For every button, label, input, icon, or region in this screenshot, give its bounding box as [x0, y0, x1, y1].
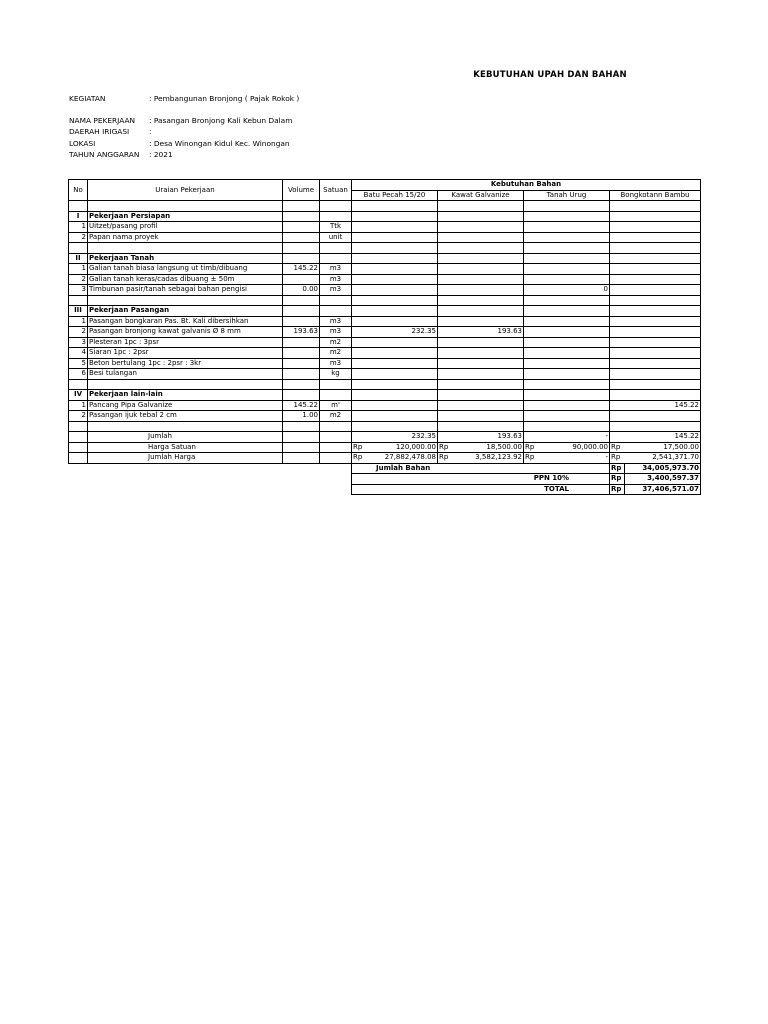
empty-cell: [610, 295, 701, 306]
empty-cell: [352, 421, 438, 432]
totals-value: 37,406,571.07: [625, 484, 701, 495]
material-bambu-cell: [610, 316, 701, 327]
material-batu-cell: [352, 369, 438, 380]
material-tanah-cell: [524, 400, 610, 411]
section-title: Pekerjaan lain-lain: [88, 390, 283, 401]
table-row: [69, 327, 701, 338]
material-bambu-cell: [610, 411, 701, 422]
empty-cell: [320, 295, 352, 306]
empty-cell: [320, 201, 352, 212]
totals-label: TOTAL: [352, 484, 610, 495]
empty-cell: [352, 201, 438, 212]
summary-harga-satuan-row: [69, 442, 701, 453]
table-row: [69, 232, 701, 243]
section-number: III: [69, 306, 88, 317]
spacer-row: [69, 379, 701, 390]
section-header-row: [69, 211, 701, 222]
currency-label: Rp: [524, 442, 539, 453]
header-satuan: Satuan: [320, 180, 352, 201]
empty-cell: [69, 421, 88, 432]
material-bambu-cell: [610, 358, 701, 369]
empty-cell: [320, 432, 352, 443]
empty-cell: [524, 379, 610, 390]
table-row: [69, 358, 701, 369]
item-unit: m': [320, 400, 352, 411]
item-unit: m3: [320, 316, 352, 327]
empty-cell: [320, 484, 352, 495]
material-batu-cell: [352, 337, 438, 348]
empty-cell: [438, 201, 524, 212]
item-volume: [283, 358, 320, 369]
summary-jumlah-tanah: -: [524, 432, 610, 443]
summary-label: Jumlah Harga: [88, 453, 283, 464]
item-description: Pasangan bronjong kawat galvanis Ø 8 mm: [88, 327, 283, 338]
summary-label: Jumlah: [88, 432, 283, 443]
summary-harga-satuan-bambu: 17,500.00: [625, 442, 701, 453]
item-description: Besi tulangan: [88, 369, 283, 380]
item-number: 3: [69, 337, 88, 348]
empty-cell: [320, 211, 352, 222]
material-batu-cell: [352, 316, 438, 327]
currency-label: Rp: [610, 463, 625, 474]
material-batu-cell: [352, 222, 438, 233]
empty-cell: [524, 421, 610, 432]
empty-cell: [283, 432, 320, 443]
empty-cell: [524, 201, 610, 212]
material-kawat-cell: [438, 400, 524, 411]
currency-label: Rp: [352, 442, 367, 453]
section-number: II: [69, 253, 88, 264]
material-kawat-cell: [438, 316, 524, 327]
empty-cell: [69, 201, 88, 212]
info-label: KEGIATAN: [69, 94, 106, 103]
material-batu-cell: [352, 411, 438, 422]
info-value: :: [149, 127, 152, 137]
item-unit: m2: [320, 337, 352, 348]
totals-total-row: [69, 484, 701, 495]
empty-cell: [320, 421, 352, 432]
info-value: : Desa Winongan Kidul Kec. Winongan: [149, 138, 290, 148]
summary-harga-satuan-tanah: 90,000.00: [539, 442, 610, 453]
item-number: 1: [69, 264, 88, 275]
table-header-row: [69, 180, 701, 191]
empty-cell: [320, 253, 352, 264]
material-kawat-cell: [438, 274, 524, 285]
item-number: 2: [69, 411, 88, 422]
empty-cell: [352, 390, 438, 401]
item-unit: unit: [320, 232, 352, 243]
summary-harga-satuan-batu: 120,000.00: [367, 442, 438, 453]
info-value: : Pembangunan Bronjong ( Pajak Rokok ): [149, 94, 300, 103]
empty-cell: [610, 390, 701, 401]
empty-cell: [283, 484, 320, 495]
header-kebutuhan-bahan: Kebutuhan Bahan: [352, 180, 701, 191]
header-batu-pecah: Batu Pecah 15/20: [352, 190, 438, 201]
material-kawat-cell: [438, 369, 524, 380]
empty-cell: [320, 379, 352, 390]
material-bambu-cell: [610, 274, 701, 285]
empty-cell: [88, 474, 283, 485]
empty-cell: [69, 474, 88, 485]
empty-cell: [610, 211, 701, 222]
item-volume: [283, 337, 320, 348]
empty-cell: [69, 453, 88, 464]
currency-label: Rp: [610, 442, 625, 453]
material-bambu-cell: 145.22: [610, 400, 701, 411]
empty-cell: [352, 243, 438, 254]
material-tanah-cell: [524, 411, 610, 422]
material-tanah-cell: [524, 232, 610, 243]
item-unit: kg: [320, 369, 352, 380]
item-number: 2: [69, 232, 88, 243]
material-tanah-cell: [524, 358, 610, 369]
empty-cell: [88, 421, 283, 432]
materials-table: [68, 179, 701, 495]
material-bambu-cell: [610, 348, 701, 359]
empty-cell: [610, 243, 701, 254]
section-number: IV: [69, 390, 88, 401]
header-kawat-galvanize: Kawat Galvanize: [438, 190, 524, 201]
item-number: 4: [69, 348, 88, 359]
item-volume: 145.22: [283, 400, 320, 411]
summary-jumlah-harga-batu: 27,882,478.08: [367, 453, 438, 464]
empty-cell: [352, 211, 438, 222]
summary-jumlah-row: [69, 432, 701, 443]
material-kawat-cell: [438, 337, 524, 348]
empty-cell: [283, 253, 320, 264]
empty-cell: [524, 253, 610, 264]
empty-cell: [69, 484, 88, 495]
empty-cell: [69, 379, 88, 390]
item-number: 1: [69, 222, 88, 233]
item-number: 2: [69, 327, 88, 338]
totals-value: 34,005,973.70: [625, 463, 701, 474]
empty-cell: [352, 306, 438, 317]
info-label: LOKASI: [69, 138, 96, 148]
table-row: [69, 369, 701, 380]
item-description: Papan nama proyek: [88, 232, 283, 243]
item-unit: m3: [320, 264, 352, 275]
empty-cell: [524, 306, 610, 317]
spacer-row: [69, 201, 701, 212]
summary-jumlah-harga-bambu: 2,541,371.70: [625, 453, 701, 464]
item-description: Galian tanah biasa langsung ut timb/dibuang: [88, 264, 283, 275]
item-volume: [283, 348, 320, 359]
empty-cell: [438, 306, 524, 317]
header-bongkotan-bambu: Bongkotann Bambu: [610, 190, 701, 201]
section-title: Pekerjaan Persiapan: [88, 211, 283, 222]
section-header-row: [69, 306, 701, 317]
empty-cell: [610, 379, 701, 390]
item-number: 3: [69, 285, 88, 296]
empty-cell: [438, 243, 524, 254]
item-description: Pasangan ijuk tebal 2 cm: [88, 411, 283, 422]
item-number: 1: [69, 400, 88, 411]
empty-cell: [438, 211, 524, 222]
item-description: Timbunan pasir/tanah sebagai bahan pengisi: [88, 285, 283, 296]
empty-cell: [283, 295, 320, 306]
empty-cell: [283, 201, 320, 212]
section-header-row: [69, 390, 701, 401]
summary-harga-satuan-kawat: 18,500.00: [453, 442, 524, 453]
info-value: : 2021: [149, 149, 173, 159]
item-volume: [283, 316, 320, 327]
empty-cell: [283, 421, 320, 432]
table-row: [69, 222, 701, 233]
empty-cell: [69, 295, 88, 306]
empty-cell: [438, 295, 524, 306]
empty-cell: [524, 295, 610, 306]
material-kawat-cell: [438, 348, 524, 359]
empty-cell: [283, 211, 320, 222]
empty-cell: [283, 463, 320, 474]
empty-cell: [88, 295, 283, 306]
item-volume: 145.22: [283, 264, 320, 275]
empty-cell: [524, 243, 610, 254]
material-tanah-cell: [524, 327, 610, 338]
summary-jumlah-kawat: 193.63: [438, 432, 524, 443]
material-batu-cell: [352, 400, 438, 411]
empty-cell: [352, 379, 438, 390]
empty-cell: [283, 442, 320, 453]
empty-cell: [283, 453, 320, 464]
table-row: [69, 274, 701, 285]
material-batu-cell: [352, 274, 438, 285]
empty-cell: [320, 474, 352, 485]
item-number: 2: [69, 274, 88, 285]
material-batu-cell: [352, 358, 438, 369]
item-number: 5: [69, 358, 88, 369]
currency-label: Rp: [352, 453, 367, 464]
material-bambu-cell: [610, 222, 701, 233]
document-title: KEBUTUHAN UPAH DAN BAHAN: [473, 70, 627, 80]
table-row: [69, 264, 701, 275]
material-tanah-cell: [524, 348, 610, 359]
empty-cell: [69, 243, 88, 254]
section-header-row: [69, 253, 701, 264]
info-value: : Pasangan Bronjong Kali Kebun Dalam: [149, 116, 293, 126]
material-batu-cell: [352, 285, 438, 296]
empty-cell: [283, 379, 320, 390]
table-row: [69, 348, 701, 359]
spacer-row: [69, 421, 701, 432]
spacer-row: [69, 243, 701, 254]
table-row: [69, 400, 701, 411]
item-volume: [283, 369, 320, 380]
totals-label: PPN 10%: [352, 474, 610, 485]
section-title: Pekerjaan Pasangan: [88, 306, 283, 317]
empty-cell: [610, 306, 701, 317]
item-volume: 1.00: [283, 411, 320, 422]
material-bambu-cell: [610, 369, 701, 380]
empty-cell: [610, 421, 701, 432]
summary-jumlah-harga-row: [69, 453, 701, 464]
item-description: Pasangan bongkaran Pas. Bt. Kali dibersihkan: [88, 316, 283, 327]
item-number: 6: [69, 369, 88, 380]
empty-cell: [352, 253, 438, 264]
material-kawat-cell: [438, 232, 524, 243]
empty-cell: [69, 442, 88, 453]
material-tanah-cell: [524, 222, 610, 233]
material-kawat-cell: [438, 285, 524, 296]
summary-jumlah-harga-tanah: -: [539, 453, 610, 464]
material-batu-cell: [352, 264, 438, 275]
totals-label: Jumlah Bahan: [352, 463, 610, 474]
material-batu-cell: 232.35: [352, 327, 438, 338]
material-bambu-cell: [610, 285, 701, 296]
material-tanah-cell: [524, 274, 610, 285]
empty-cell: [320, 243, 352, 254]
info-label: NAMA PEKERJAAN: [69, 116, 136, 126]
empty-cell: [438, 421, 524, 432]
item-unit: m3: [320, 274, 352, 285]
item-unit: m2: [320, 411, 352, 422]
empty-cell: [69, 432, 88, 443]
material-tanah-cell: [524, 264, 610, 275]
empty-cell: [283, 306, 320, 317]
currency-label: Rp: [438, 442, 453, 453]
empty-cell: [88, 463, 283, 474]
summary-jumlah-batu: 232.35: [352, 432, 438, 443]
empty-cell: [88, 201, 283, 212]
empty-cell: [283, 474, 320, 485]
empty-cell: [88, 379, 283, 390]
empty-cell: [88, 243, 283, 254]
material-tanah-cell: [524, 369, 610, 380]
empty-cell: [283, 243, 320, 254]
item-description: Siaran 1pc : 2psr: [88, 348, 283, 359]
material-kawat-cell: [438, 411, 524, 422]
material-kawat-cell: [438, 264, 524, 275]
section-number: I: [69, 211, 88, 222]
empty-cell: [524, 211, 610, 222]
totals-value: 3,400,597.37: [625, 474, 701, 485]
table-row: [69, 316, 701, 327]
empty-cell: [320, 306, 352, 317]
item-volume: 0.00: [283, 285, 320, 296]
material-tanah-cell: [524, 337, 610, 348]
material-batu-cell: [352, 348, 438, 359]
material-kawat-cell: [438, 358, 524, 369]
summary-jumlah-bambu: 145.22: [610, 432, 701, 443]
item-volume: [283, 232, 320, 243]
empty-cell: [320, 463, 352, 474]
summary-jumlah-harga-kawat: 3,582,123.92: [453, 453, 524, 464]
item-volume: [283, 274, 320, 285]
empty-cell: [438, 379, 524, 390]
empty-cell: [283, 390, 320, 401]
item-description: Beton bertulang 1pc : 2psr : 3kr: [88, 358, 283, 369]
material-tanah-cell: [524, 316, 610, 327]
item-volume: 193.63: [283, 327, 320, 338]
table-row: [69, 411, 701, 422]
currency-label: Rp: [610, 453, 625, 464]
totals-jumlah-bahan-row: [69, 463, 701, 474]
item-unit: m2: [320, 348, 352, 359]
empty-cell: [320, 442, 352, 453]
totals-ppn-row: [69, 474, 701, 485]
info-label: TAHUN ANGGARAN: [69, 149, 140, 159]
item-volume: [283, 222, 320, 233]
empty-cell: [320, 390, 352, 401]
empty-cell: [610, 201, 701, 212]
item-number: 1: [69, 316, 88, 327]
material-bambu-cell: [610, 327, 701, 338]
material-bambu-cell: [610, 337, 701, 348]
empty-cell: [88, 484, 283, 495]
item-description: Pancang Pipa Galvanize: [88, 400, 283, 411]
material-kawat-cell: 193.63: [438, 327, 524, 338]
header-volume: Volume: [283, 180, 320, 201]
empty-cell: [524, 390, 610, 401]
spacer-row: [69, 295, 701, 306]
info-label: DAERAH IRIGASI: [69, 127, 130, 137]
material-bambu-cell: [610, 264, 701, 275]
empty-cell: [438, 390, 524, 401]
material-batu-cell: [352, 232, 438, 243]
material-kawat-cell: [438, 222, 524, 233]
empty-cell: [69, 463, 88, 474]
item-unit: m3: [320, 327, 352, 338]
empty-cell: [320, 453, 352, 464]
material-bambu-cell: [610, 232, 701, 243]
currency-label: Rp: [610, 484, 625, 495]
header-tanah-urug: Tanah Urug: [524, 190, 610, 201]
item-unit: m3: [320, 358, 352, 369]
table-row: [69, 337, 701, 348]
item-description: Uitzet/pasang profil: [88, 222, 283, 233]
empty-cell: [352, 295, 438, 306]
item-unit: Ttk: [320, 222, 352, 233]
currency-label: Rp: [438, 453, 453, 464]
item-unit: m3: [320, 285, 352, 296]
table-row: [69, 285, 701, 296]
header-no: No: [69, 180, 88, 201]
summary-label: Harga Satuan: [88, 442, 283, 453]
currency-label: Rp: [610, 474, 625, 485]
item-description: Galian tanah keras/cadas dibuang ± 50m: [88, 274, 283, 285]
empty-cell: [438, 253, 524, 264]
empty-cell: [610, 253, 701, 264]
section-title: Pekerjaan Tanah: [88, 253, 283, 264]
currency-label: Rp: [524, 453, 539, 464]
material-tanah-cell: 0: [524, 285, 610, 296]
item-description: Plesteran 1pc : 3psr: [88, 337, 283, 348]
header-uraian: Uraian Pekerjaan: [88, 180, 283, 201]
